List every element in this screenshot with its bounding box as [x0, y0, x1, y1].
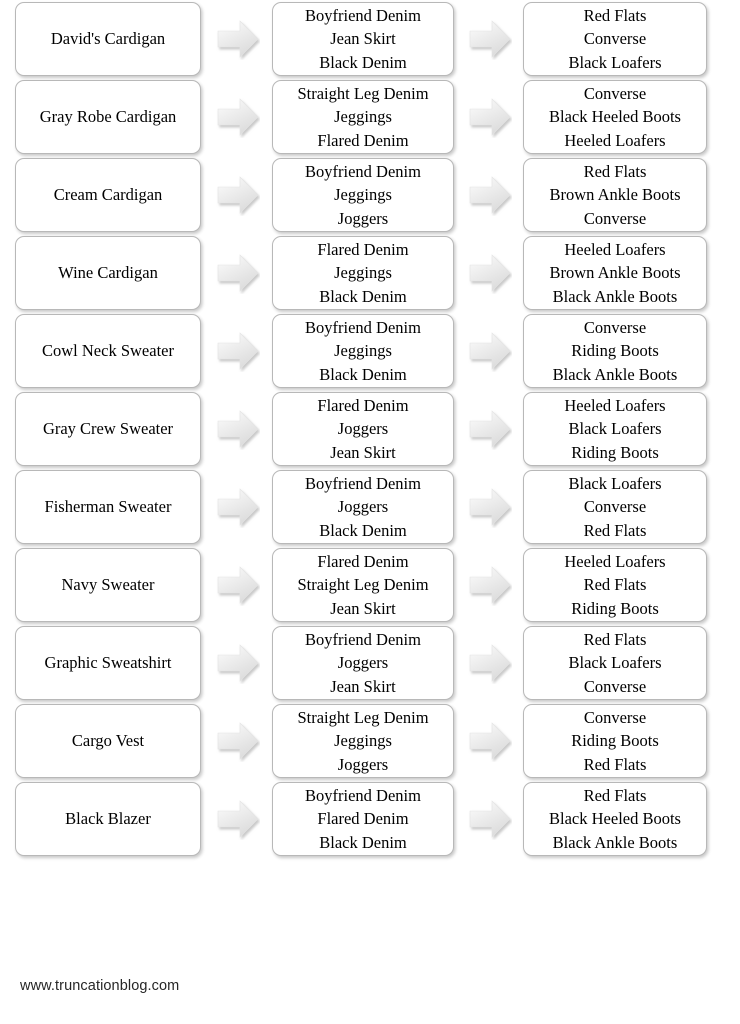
- end-option: Red Flats: [583, 5, 647, 25]
- end-box[interactable]: [523, 626, 707, 700]
- source-label: Graphic Sweatshirt: [44, 653, 172, 672]
- end-box[interactable]: [523, 236, 707, 310]
- middle-box[interactable]: [272, 158, 454, 232]
- source-label: Fisherman Sweater: [44, 497, 172, 516]
- end-box[interactable]: [523, 392, 707, 466]
- end-option: Black Heeled Boots: [549, 809, 681, 829]
- end-option: Converse: [583, 317, 647, 337]
- end-option: Red Flats: [583, 785, 647, 805]
- middle-option: Jeggings: [334, 185, 392, 205]
- right-block-arrow-icon: [216, 96, 260, 138]
- middle-option: Jeggings: [334, 263, 392, 283]
- middle-box[interactable]: [272, 80, 454, 154]
- end-box[interactable]: [523, 2, 707, 76]
- source-box[interactable]: [15, 236, 201, 310]
- end-option: Black Heeled Boots: [549, 107, 681, 127]
- end-option: Red Flats: [583, 754, 647, 774]
- flow-row: [0, 390, 740, 468]
- right-block-arrow-icon: [216, 798, 260, 840]
- end-option: Converse: [583, 707, 647, 727]
- right-block-arrow-icon: [468, 564, 512, 606]
- source-label: Gray Crew Sweater: [42, 419, 174, 438]
- source-label: Cargo Vest: [71, 731, 145, 750]
- end-box[interactable]: [523, 314, 707, 388]
- right-block-arrow-icon: [468, 96, 512, 138]
- end-option: Brown Ankle Boots: [549, 263, 681, 283]
- middle-option: Flared Denim: [317, 130, 409, 150]
- source-box[interactable]: [15, 2, 201, 76]
- middle-option: Jean Skirt: [330, 442, 396, 462]
- middle-box[interactable]: [272, 626, 454, 700]
- right-block-arrow-icon: [468, 174, 512, 216]
- right-block-arrow-icon: [468, 798, 512, 840]
- right-block-arrow-icon: [468, 408, 512, 450]
- end-option: Converse: [583, 83, 647, 103]
- source-box[interactable]: [15, 158, 201, 232]
- right-block-arrow-icon: [216, 486, 260, 528]
- middle-option: Boyfriend Denim: [305, 317, 421, 337]
- right-block-arrow-icon: [216, 642, 260, 684]
- middle-option: Jeggings: [334, 341, 392, 361]
- middle-option: Jean Skirt: [330, 598, 396, 618]
- end-option: Black Ankle Boots: [552, 364, 678, 384]
- source-label: David's Cardigan: [50, 29, 166, 48]
- flow-row: [0, 78, 740, 156]
- end-option: Heeled Loafers: [564, 551, 666, 571]
- middle-option: Black Denim: [319, 832, 407, 852]
- source-label: Gray Robe Cardigan: [39, 107, 177, 126]
- source-box[interactable]: [15, 704, 201, 778]
- end-box[interactable]: [523, 548, 707, 622]
- right-block-arrow-icon: [216, 720, 260, 762]
- end-option: Red Flats: [583, 575, 647, 595]
- middle-option: Jeggings: [334, 731, 392, 751]
- source-label: Navy Sweater: [61, 575, 155, 594]
- source-box[interactable]: [15, 80, 201, 154]
- end-box[interactable]: [523, 158, 707, 232]
- right-block-arrow-icon: [216, 564, 260, 606]
- source-label: Black Blazer: [65, 809, 151, 828]
- source-box[interactable]: [15, 470, 201, 544]
- middle-option: Boyfriend Denim: [305, 629, 421, 649]
- source-box[interactable]: [15, 314, 201, 388]
- middle-option: Jean Skirt: [330, 676, 396, 696]
- right-block-arrow-icon: [468, 720, 512, 762]
- end-option: Red Flats: [583, 161, 647, 181]
- middle-option: Flared Denim: [317, 809, 409, 829]
- source-label: Cowl Neck Sweater: [42, 341, 174, 360]
- source-box[interactable]: [15, 626, 201, 700]
- right-block-arrow-icon: [216, 330, 260, 372]
- middle-option: Boyfriend Denim: [305, 473, 421, 493]
- flow-row: [0, 702, 740, 780]
- end-option: Brown Ankle Boots: [549, 185, 681, 205]
- middle-option: Black Denim: [319, 364, 407, 384]
- middle-box[interactable]: [272, 704, 454, 778]
- middle-box[interactable]: [272, 314, 454, 388]
- right-block-arrow-icon: [468, 330, 512, 372]
- end-option: Riding Boots: [571, 598, 659, 618]
- flow-row: [0, 468, 740, 546]
- right-block-arrow-icon: [216, 408, 260, 450]
- right-block-arrow-icon: [468, 486, 512, 528]
- middle-box[interactable]: [272, 2, 454, 76]
- end-option: Riding Boots: [571, 442, 659, 462]
- end-option: Heeled Loafers: [564, 130, 666, 150]
- end-option: Black Loafers: [568, 653, 662, 673]
- source-label: Cream Cardigan: [53, 185, 163, 204]
- middle-option: Jeggings: [334, 107, 392, 127]
- end-box[interactable]: [523, 782, 707, 856]
- middle-option: Black Denim: [319, 520, 407, 540]
- end-option: Heeled Loafers: [564, 239, 666, 259]
- middle-option: Straight Leg Denim: [297, 575, 429, 595]
- middle-option: Joggers: [337, 653, 389, 673]
- end-option: Heeled Loafers: [564, 395, 666, 415]
- middle-option: Flared Denim: [317, 239, 409, 259]
- middle-box[interactable]: [272, 548, 454, 622]
- middle-box[interactable]: [272, 470, 454, 544]
- end-option: Black Loafers: [568, 473, 662, 493]
- right-block-arrow-icon: [468, 252, 512, 294]
- end-box[interactable]: [523, 704, 707, 778]
- end-option: Riding Boots: [571, 341, 659, 361]
- right-block-arrow-icon: [216, 174, 260, 216]
- middle-option: Joggers: [337, 208, 389, 228]
- middle-option: Straight Leg Denim: [297, 83, 429, 103]
- middle-option: Flared Denim: [317, 551, 409, 571]
- middle-option: Joggers: [337, 497, 389, 517]
- source-box[interactable]: [15, 548, 201, 622]
- middle-option: Straight Leg Denim: [297, 707, 429, 727]
- end-option: Converse: [583, 497, 647, 517]
- right-block-arrow-icon: [468, 642, 512, 684]
- middle-box[interactable]: [272, 782, 454, 856]
- end-option: Black Ankle Boots: [552, 286, 678, 306]
- flow-row: [0, 312, 740, 390]
- middle-option: Flared Denim: [317, 395, 409, 415]
- end-box[interactable]: [523, 470, 707, 544]
- end-option: Red Flats: [583, 629, 647, 649]
- end-option: Black Ankle Boots: [552, 832, 678, 852]
- flow-row: [0, 156, 740, 234]
- middle-box[interactable]: [272, 236, 454, 310]
- middle-option: Black Denim: [319, 52, 407, 72]
- flow-row: [0, 0, 740, 78]
- middle-option: Boyfriend Denim: [305, 5, 421, 25]
- right-block-arrow-icon: [216, 252, 260, 294]
- end-option: Black Loafers: [568, 52, 662, 72]
- flow-row: [0, 624, 740, 702]
- middle-option: Black Denim: [319, 286, 407, 306]
- right-block-arrow-icon: [468, 18, 512, 60]
- source-box[interactable]: [15, 782, 201, 856]
- end-option: Converse: [583, 29, 647, 49]
- end-option: Black Loafers: [568, 419, 662, 439]
- source-box[interactable]: [15, 392, 201, 466]
- middle-option: Joggers: [337, 419, 389, 439]
- footer-url: www.truncationblog.com: [20, 978, 180, 994]
- end-option: Converse: [583, 208, 647, 228]
- flow-row: [0, 546, 740, 624]
- flow-row: [0, 234, 740, 312]
- end-box[interactable]: [523, 80, 707, 154]
- middle-option: Joggers: [337, 754, 389, 774]
- source-label: Wine Cardigan: [58, 263, 158, 282]
- flow-row: [0, 780, 740, 858]
- end-option: Riding Boots: [571, 731, 659, 751]
- end-option: Red Flats: [583, 520, 647, 540]
- middle-option: Boyfriend Denim: [305, 785, 421, 805]
- middle-option: Boyfriend Denim: [305, 161, 421, 181]
- right-block-arrow-icon: [216, 18, 260, 60]
- end-option: Converse: [583, 676, 647, 696]
- middle-option: Jean Skirt: [330, 29, 396, 49]
- middle-box[interactable]: [272, 392, 454, 466]
